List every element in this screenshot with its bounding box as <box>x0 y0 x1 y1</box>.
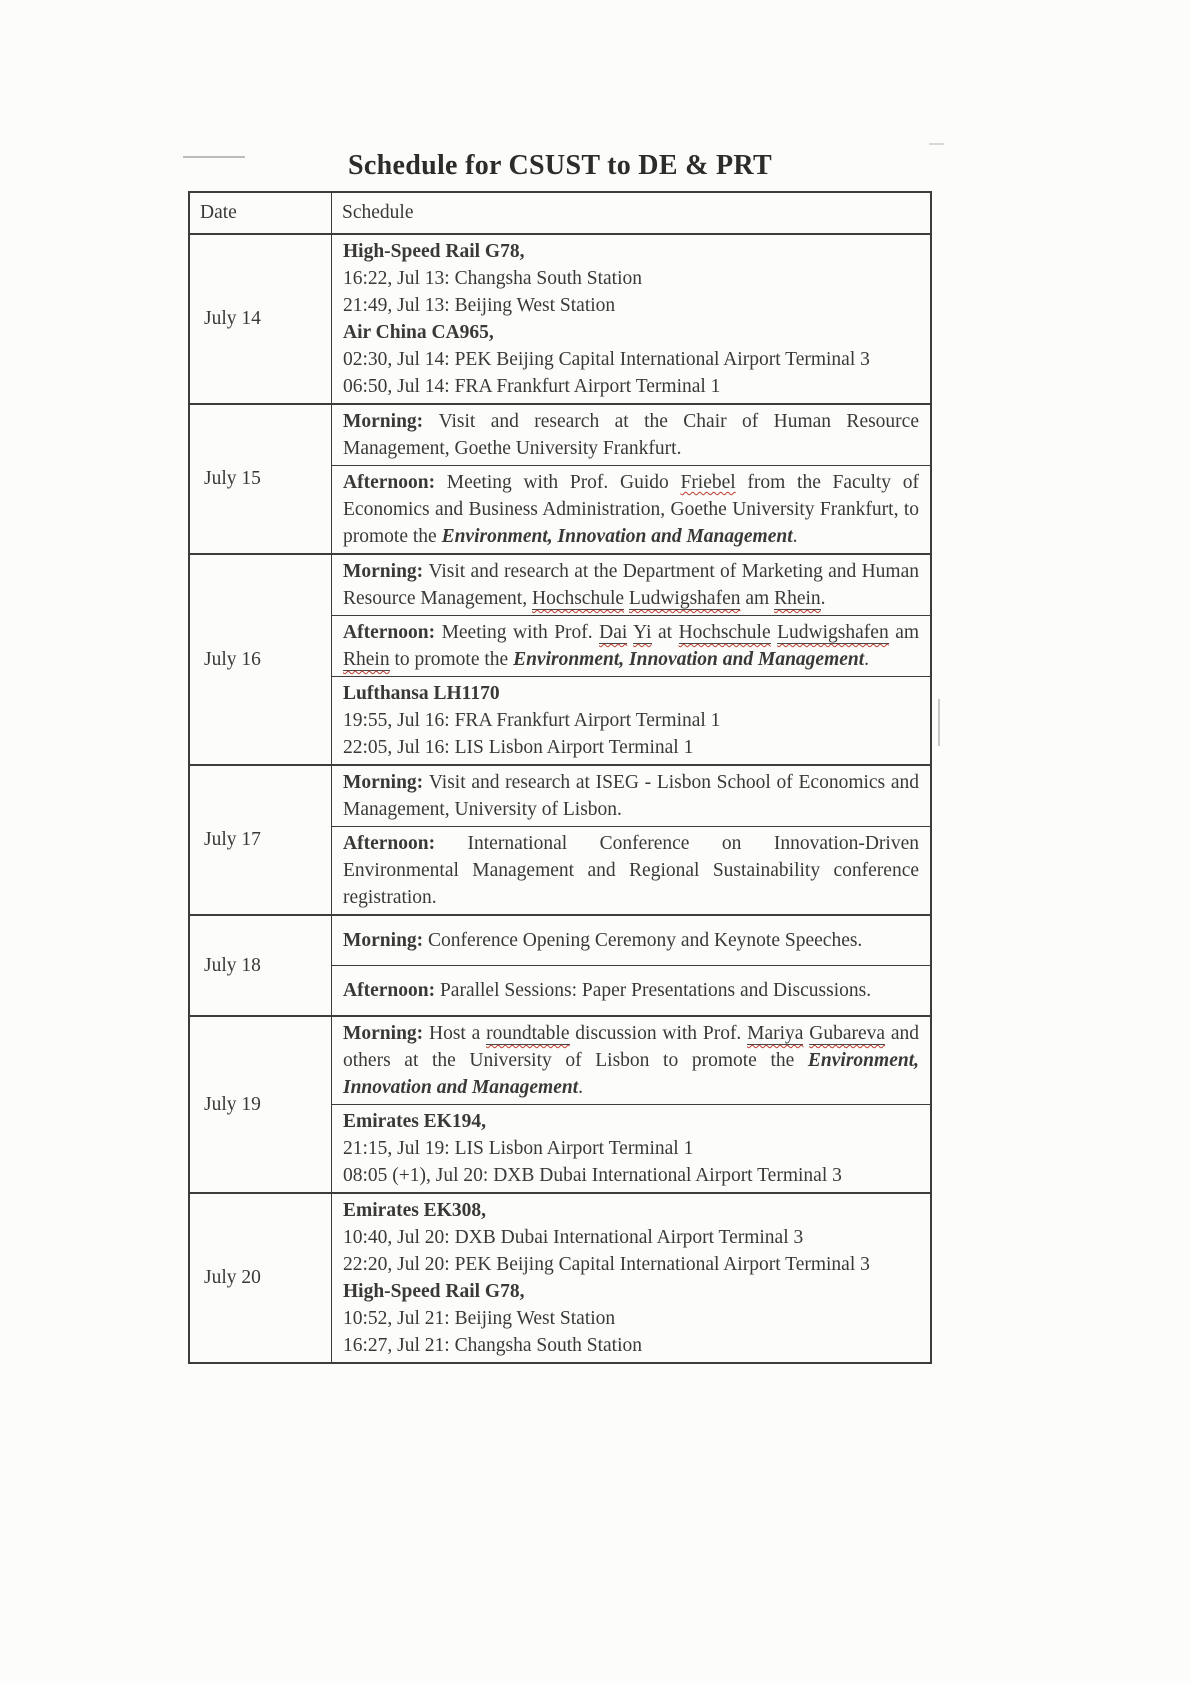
schedule-line <box>343 319 919 346</box>
schedule-line <box>343 1162 919 1189</box>
text-segment: . <box>792 526 798 547</box>
text-segment: 22:05, Jul 16: LIS Lisbon Airport Terminal 1 <box>343 737 694 758</box>
text-segment: 10:52, Jul 21: Beijing West Station <box>343 1308 616 1329</box>
text-segment: discussion with Prof. <box>569 1023 748 1044</box>
text-segment: 22:20, Jul 20: PEK Beijing Capital International Airport Terminal 3 <box>343 1254 870 1275</box>
schedule-line <box>343 1108 919 1135</box>
schedule-line <box>343 1135 919 1162</box>
text-segment: 21:15, Jul 19: LIS Lisbon Airport Terminal 1 <box>343 1138 694 1159</box>
schedule-line <box>343 977 919 1004</box>
misspelled-word: roundtable <box>486 1023 570 1044</box>
text-segment: Afternoon: <box>343 472 447 493</box>
schedule-table-body <box>189 234 931 1363</box>
text-segment: Visit and research at ISEG - Lisbon School of Economics and Management, University of Lisbon. <box>343 772 919 820</box>
text-segment: High-Speed Rail G78, <box>343 241 525 262</box>
text-segment: Emirates EK194, <box>343 1111 486 1132</box>
schedule-line <box>343 619 919 673</box>
misspelled-word: Ludwigshafen <box>777 622 889 643</box>
date-cell: July 16 <box>189 554 332 765</box>
schedule-cell <box>332 765 932 827</box>
text-segment: Visit and research at the Chair of Human Resource Management, Goethe University Frankfurt. <box>343 411 919 459</box>
schedule-table <box>188 191 932 1364</box>
schedule-line <box>343 734 919 761</box>
schedule-line <box>343 680 919 707</box>
schedule-line <box>343 1197 919 1224</box>
date-cell: July 18 <box>189 915 332 1016</box>
schedule-cell <box>332 466 932 555</box>
schedule-line <box>343 1224 919 1251</box>
document-page <box>188 0 932 1364</box>
text-segment: Morning: <box>343 1023 429 1044</box>
text-segment: 08:05 (+1), Jul 20: DXB Dubai International Airport Terminal 3 <box>343 1165 842 1186</box>
schedule-line <box>343 1020 919 1101</box>
misspelled-word: Hochschule <box>678 622 771 643</box>
schedule-line <box>343 238 919 265</box>
table-row <box>189 1193 931 1363</box>
text-segment: 16:22, Jul 13: Changsha South Station <box>343 268 643 289</box>
schedule-cell <box>332 616 932 677</box>
schedule-cell <box>332 1016 932 1105</box>
text-segment: Morning: <box>343 772 429 793</box>
date-cell: July 15 <box>189 404 332 554</box>
table-row <box>189 765 931 827</box>
misspelled-word: Dai <box>599 622 628 643</box>
text-segment: Emirates EK308, <box>343 1200 486 1221</box>
misspelled-word: Yi <box>633 622 652 643</box>
schedule-line <box>343 1251 919 1278</box>
table-row <box>189 1016 931 1105</box>
schedule-cell <box>332 915 932 966</box>
table-row <box>189 234 931 404</box>
text-segment: 19:55, Jul 16: FRA Frankfurt Airport Terminal 1 <box>343 710 721 731</box>
text-segment: Morning: <box>343 561 429 582</box>
text-segment: Lufthansa LH1170 <box>343 683 500 704</box>
date-cell: July 20 <box>189 1193 332 1363</box>
misspelled-word: Hochschule <box>531 588 625 609</box>
text-segment: Environment, Innovation and Management <box>343 1050 919 1098</box>
text-segment: 02:30, Jul 14: PEK Beijing Capital International Airport Terminal 3 <box>343 349 870 370</box>
schedule-line <box>343 346 919 373</box>
schedule-line <box>343 1332 919 1359</box>
text-segment: Parallel Sessions: Paper Presentations and Discussions. <box>439 980 872 1001</box>
schedule-line <box>343 707 919 734</box>
text-segment: International Conference on Innovation-Driven Environmental Management and Regional Sustainability conference registration. <box>343 833 919 908</box>
schedule-line <box>343 292 919 319</box>
text-segment: am <box>888 622 920 643</box>
table-row <box>189 554 931 616</box>
scan-artifact-tick-right <box>938 699 940 746</box>
schedule-table-header <box>189 192 931 234</box>
schedule-cell <box>332 677 932 766</box>
text-segment: Visit and research at the Department of Marketing and Human Resource Management, <box>343 561 919 609</box>
text-segment: Morning: <box>343 411 439 432</box>
schedule-line <box>343 1278 919 1305</box>
text-segment: Afternoon: <box>343 622 442 643</box>
text-segment: Host a <box>428 1023 487 1044</box>
text-segment: Afternoon: <box>343 980 440 1001</box>
text-segment: and others at the University of Lisbon to promote the <box>343 1023 920 1071</box>
schedule-cell <box>332 234 932 404</box>
schedule-cell <box>332 827 932 916</box>
date-cell: July 17 <box>189 765 332 915</box>
schedule-cell <box>332 1193 932 1363</box>
text-segment: Environment, Innovation and Management <box>513 649 865 670</box>
text-segment: Air China CA965, <box>343 322 494 343</box>
text-segment: 21:49, Jul 13: Beijing West Station <box>343 295 616 316</box>
schedule-line <box>343 265 919 292</box>
misspelled-word: Mariya <box>747 1023 804 1044</box>
text-segment: High-Speed Rail G78, <box>343 1281 525 1302</box>
schedule-line <box>343 469 919 550</box>
misspelled-word: Rhein <box>774 588 821 609</box>
text-segment: Conference Opening Ceremony and Keynote Speeches. <box>428 930 863 951</box>
text-segment: Afternoon: <box>343 833 468 854</box>
text-segment: from the Faculty of Economics and Business Administration, Goethe University Frankfurt, to promote the <box>343 472 919 547</box>
page-title: Schedule for CSUST to DE & PRT <box>348 150 772 181</box>
column-header-date: Date <box>189 192 332 234</box>
column-header-schedule: Schedule <box>332 192 932 234</box>
table-row <box>189 404 931 466</box>
date-cell: July 19 <box>189 1016 332 1193</box>
schedule-line <box>343 830 919 911</box>
text-segment: . <box>578 1077 584 1098</box>
schedule-cell <box>332 966 932 1017</box>
text-segment: Meeting with Prof. Guido <box>446 472 681 493</box>
schedule-cell <box>332 554 932 616</box>
scan-artifact-dash-left <box>183 156 245 158</box>
header-row <box>189 192 931 234</box>
text-segment: to promote the <box>389 649 514 670</box>
text-segment: Environment, Innovation and Management <box>441 526 793 547</box>
text-segment: 16:27, Jul 21: Changsha South Station <box>343 1335 643 1356</box>
misspelled-word: Gubareva <box>809 1023 886 1044</box>
text-segment: am <box>740 588 775 609</box>
text-segment: Meeting with Prof. <box>441 622 600 643</box>
text-segment: . <box>864 649 870 670</box>
schedule-line <box>343 408 919 462</box>
table-row <box>189 915 931 966</box>
text-segment: at <box>651 622 679 643</box>
schedule-line <box>343 769 919 823</box>
schedule-cell <box>332 404 932 466</box>
text-segment: . <box>820 588 826 609</box>
text-segment: Morning: <box>343 930 429 951</box>
schedule-line <box>343 558 919 612</box>
misspelled-word: Friebel <box>680 472 736 493</box>
misspelled-word: Ludwigshafen <box>628 588 741 609</box>
date-cell: July 14 <box>189 234 332 404</box>
schedule-line <box>343 373 919 400</box>
misspelled-word: Rhein <box>343 649 390 670</box>
schedule-cell <box>332 1105 932 1194</box>
schedule-line <box>343 1305 919 1332</box>
text-segment: 06:50, Jul 14: FRA Frankfurt Airport Terminal 1 <box>343 376 721 397</box>
text-segment: 10:40, Jul 20: DXB Dubai International Airport Terminal 3 <box>343 1227 804 1248</box>
scan-artifact-dash-right <box>929 143 944 145</box>
schedule-line <box>343 927 919 954</box>
